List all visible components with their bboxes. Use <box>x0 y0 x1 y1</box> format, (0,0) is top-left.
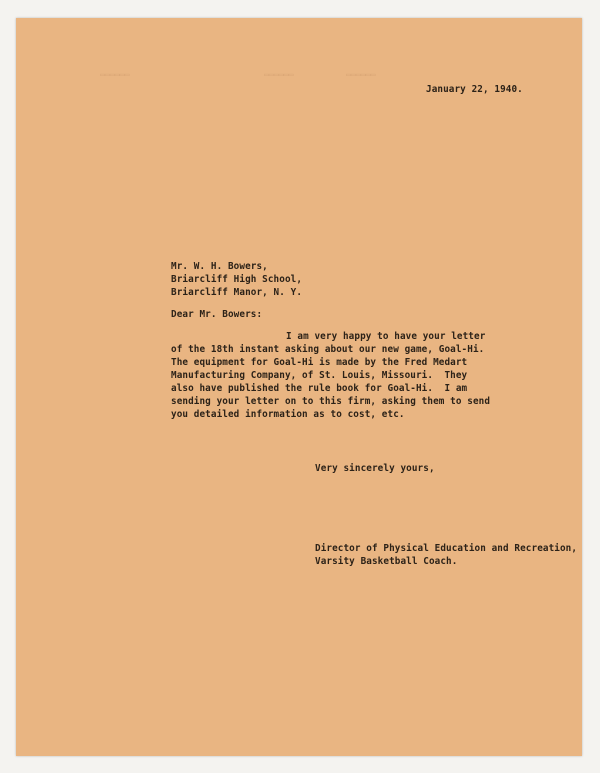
faint-bleedthrough-mark: ▭▭▭▭▭▭ <box>264 70 294 79</box>
recipient-location: Briarcliff Manor, N. Y. <box>171 287 303 298</box>
body-line: of the 18th instant asking about our new game, Goal-Hi. <box>171 344 485 355</box>
body-line: I am very happy to have your letter <box>286 331 486 342</box>
faint-bleedthrough-mark: ▭▭▭▭▭▭ <box>100 70 130 79</box>
body-line: The equipment for Goal-Hi is made by the Fred Medart <box>171 357 468 368</box>
closing: Very sincerely yours, <box>315 463 435 474</box>
signature-title: Director of Physical Education and Recreation, <box>315 543 578 554</box>
letter-page <box>16 18 582 756</box>
recipient-school: Briarcliff High School, <box>171 274 303 285</box>
body-line: sending your letter on to this firm, asking them to send <box>171 396 491 407</box>
body-line: Manufacturing Company, of St. Louis, Missouri. They <box>171 370 468 381</box>
salutation: Dear Mr. Bowers: <box>171 309 263 320</box>
letter-date: January 22, 1940. <box>426 84 523 95</box>
body-line: you detailed information as to cost, etc. <box>171 409 405 420</box>
body-line: also have published the rule book for Goal-Hi. I am <box>171 383 468 394</box>
faint-bleedthrough-mark: ▭▭▭▭▭▭ <box>346 70 376 79</box>
signature-subtitle: Varsity Basketball Coach. <box>315 556 458 567</box>
recipient-name: Mr. W. H. Bowers, <box>171 261 268 272</box>
